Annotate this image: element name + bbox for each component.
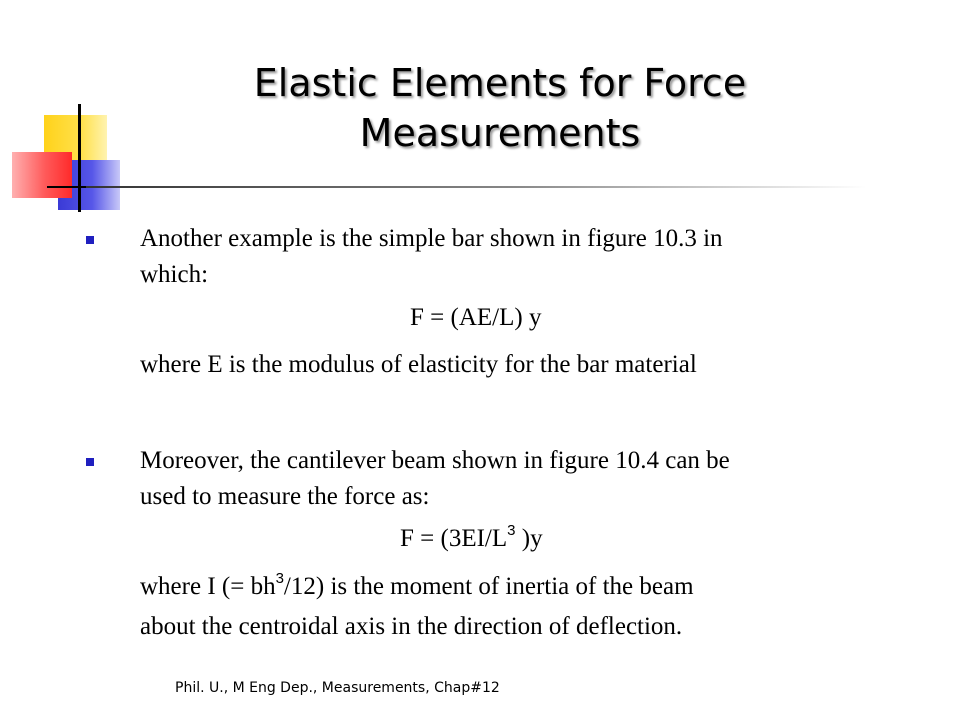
bullet-1-line-1: Another example is the simple bar shown in figure 10.3 in [140, 225, 723, 252]
decor-short-rule [47, 186, 87, 188]
equation-cantilever-after: )y [515, 525, 543, 552]
note-after: /12) is the moment of inertia of the beam [283, 573, 694, 600]
note-exponent: 3 [275, 570, 284, 587]
bullet-2-note-line-1 [140, 570, 694, 606]
bullet-2-line-1: Moreover, the cantilever beam shown in figure 10.4 can be [140, 447, 730, 474]
slide-footer: Phil. U., M Eng Dep., Measurements, Chap#12 [175, 680, 500, 696]
bullet-1-line-2: which: [140, 261, 209, 288]
slide-title: Elastic Elements for Force Measurements [253, 61, 747, 155]
note-before: where I (= bh [140, 573, 276, 600]
bullet-2-note-line-2: about the centroidal axis in the direction of deflection. [140, 613, 683, 640]
bullet-marker [86, 458, 94, 466]
title-underline-rule [86, 186, 866, 188]
bullet-2-line-2: used to measure the force as: [140, 483, 430, 510]
equation-cantilever-exponent: 3 [507, 522, 516, 539]
decor-red-square [12, 152, 72, 198]
equation-cantilever [400, 522, 543, 553]
decor-vertical-line [78, 104, 81, 212]
bullet-marker [86, 236, 94, 244]
equation-cantilever-before: F = (3EI/L [400, 525, 508, 552]
equation-bar: F = (AE/L) y [410, 304, 542, 331]
bullet-1-note: where E is the modulus of elasticity for the bar material [140, 351, 697, 378]
